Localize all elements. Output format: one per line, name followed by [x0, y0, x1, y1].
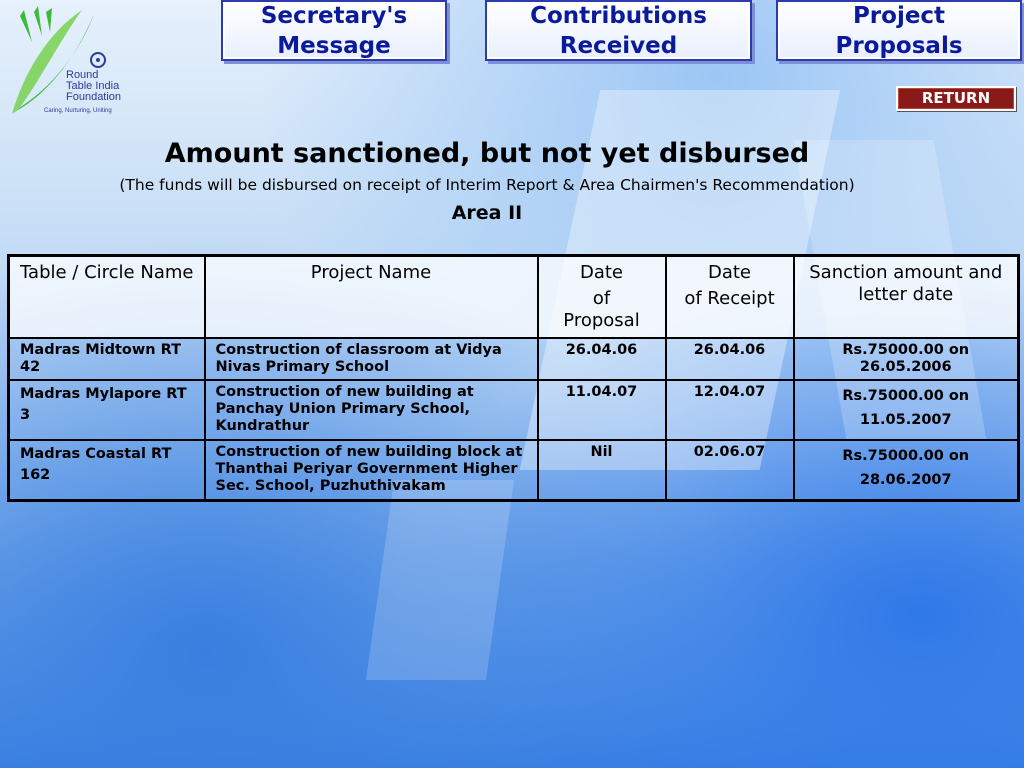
cell-sanction: [794, 338, 1019, 380]
header-line: of Receipt: [684, 288, 775, 309]
header-line: of: [592, 288, 611, 309]
secretarys-message-button[interactable]: [221, 0, 447, 61]
header-line: Date: [707, 262, 752, 283]
foundation-logo: [4, 2, 154, 120]
sanction-date: 11.05.2007: [859, 412, 952, 428]
table-header-row: [9, 256, 1019, 339]
sanction-amount: Rs.75000.00 on: [842, 388, 970, 404]
cell-date-proposal: Nil: [538, 440, 666, 500]
cell-project: Construction of new building at Panchay Union Primary School, Kundrathur: [205, 380, 538, 440]
table-row: [9, 380, 1019, 440]
cell-sanction: [794, 440, 1019, 500]
sanction-amount: Rs.75000.00 on: [842, 342, 970, 358]
logo-text: [66, 70, 121, 103]
cell-circle: Madras Mylapore RT 3: [9, 380, 205, 440]
sanction-amount: Rs.75000.00 on: [842, 448, 970, 464]
logo-text-line: Table India: [66, 80, 120, 92]
nav-label: Contributions: [530, 2, 707, 29]
page-subtitle: (The funds will be disbursed on receipt of Interim Report & Area Chairmen's Recommendation): [119, 176, 855, 194]
nav-label: Received: [559, 32, 678, 59]
cell-circle: Madras Midtown RT 42: [9, 338, 205, 380]
cell-sanction: [794, 380, 1019, 440]
logo-text-line: Round: [66, 69, 99, 81]
contributions-received-button[interactable]: [485, 0, 752, 61]
page-title: Amount sanctioned, but not yet disbursed: [164, 138, 810, 169]
table-row: [9, 338, 1019, 380]
nav-label: Proposals: [835, 32, 963, 59]
logo-text-line: Foundation: [66, 91, 122, 103]
area-heading: Area II: [451, 202, 523, 224]
sanction-date: 28.06.2007: [859, 472, 952, 488]
cell-date-receipt: 26.04.06: [666, 338, 794, 380]
cell-date-receipt: 02.06.07: [666, 440, 794, 500]
header-project: Project Name: [205, 256, 538, 339]
nav-label: Message: [277, 32, 391, 59]
cell-project: Construction of new building block at Thanthai Periyar Government Higher Sec. School, Puzhuthivakam: [205, 440, 538, 500]
header-circle: Table / Circle Name: [9, 256, 205, 339]
header-sanction: Sanction amount and letter date: [794, 256, 1019, 339]
cell-circle: Madras Coastal RT 162: [9, 440, 205, 500]
background-shard: [366, 480, 514, 680]
cell-date-proposal: 26.04.06: [538, 338, 666, 380]
sanction-date: 26.05.2006: [859, 359, 952, 375]
table-row: [9, 440, 1019, 500]
sanctioned-projects-table: [7, 254, 1020, 502]
header-line: Date: [579, 262, 624, 283]
logo-tagline: Caring, Nurturing, Uniting: [44, 108, 112, 114]
header-date-proposal: [538, 256, 666, 339]
nav-label: Secretary's: [260, 2, 408, 29]
return-button[interactable]: RETURN: [896, 86, 1016, 111]
cell-date-proposal: 11.04.07: [538, 380, 666, 440]
cell-project: Construction of classroom at Vidya Nivas Primary School: [205, 338, 538, 380]
header-line: Proposal: [563, 310, 640, 331]
cell-date-receipt: 12.04.07: [666, 380, 794, 440]
project-proposals-button[interactable]: [776, 0, 1022, 61]
header-date-receipt: [666, 256, 794, 339]
nav-label: Project: [852, 2, 946, 29]
